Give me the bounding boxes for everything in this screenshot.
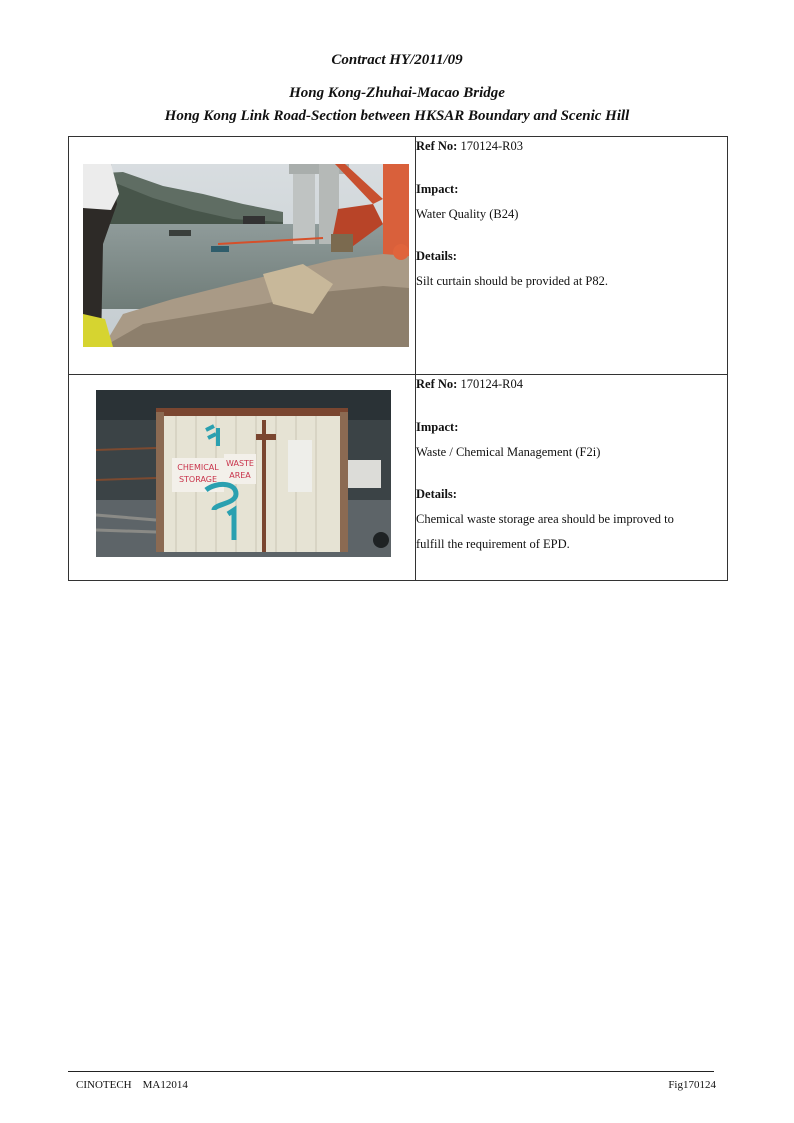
ref-no-label: Ref No: — [416, 139, 458, 153]
chemical-storage-sign: CHEMICAL — [177, 463, 219, 472]
details-label: Details: — [416, 249, 457, 264]
impact-label: Impact: — [416, 181, 459, 196]
ref-no-line — [416, 137, 727, 156]
project-title: Hong Kong-Zhuhai-Macao Bridge — [289, 85, 505, 101]
details-text: Silt curtain should be provided at P82. — [416, 274, 608, 288]
section-title: Hong Kong Link Road-Section between HKSAR Boundary and Scenic Hill — [164, 108, 630, 124]
site-photo-chemical-store — [96, 390, 391, 557]
footer-divider — [68, 1071, 714, 1072]
record-details — [416, 375, 728, 581]
ref-no-value: 170124-R04 — [460, 377, 523, 391]
footer-figure-no: Fig170124 — [668, 1079, 716, 1091]
ref-no-label: Ref No: — [416, 377, 458, 391]
details-text: Chemical waste storage area should be improved to — [416, 512, 674, 526]
ref-no-value: 170124-R03 — [460, 139, 523, 153]
footer-company-ref: CINOTECH MA12014 — [76, 1079, 188, 1091]
record-details — [416, 137, 728, 375]
ref-no-line — [416, 375, 727, 394]
waste-area-sign: WASTE — [226, 459, 254, 468]
impact-value: Water Quality (B24) — [416, 206, 519, 221]
table-row — [69, 375, 728, 581]
impact-value: Waste / Chemical Management (F2i) — [416, 444, 601, 459]
photo-cell — [69, 375, 416, 581]
table-row — [69, 137, 728, 375]
site-audit-table — [68, 136, 728, 581]
details-label: Details: — [416, 487, 457, 502]
details-text-continued: fulfill the requirement of EPD. — [416, 536, 570, 551]
svg-text:STORAGE: STORAGE — [178, 475, 218, 484]
site-photo-riverbank — [83, 164, 409, 347]
svg-text:AREA: AREA — [229, 471, 251, 480]
photo-cell — [69, 137, 416, 375]
impact-label: Impact: — [416, 419, 459, 434]
contract-title: Contract HY/2011/09 — [331, 52, 463, 68]
